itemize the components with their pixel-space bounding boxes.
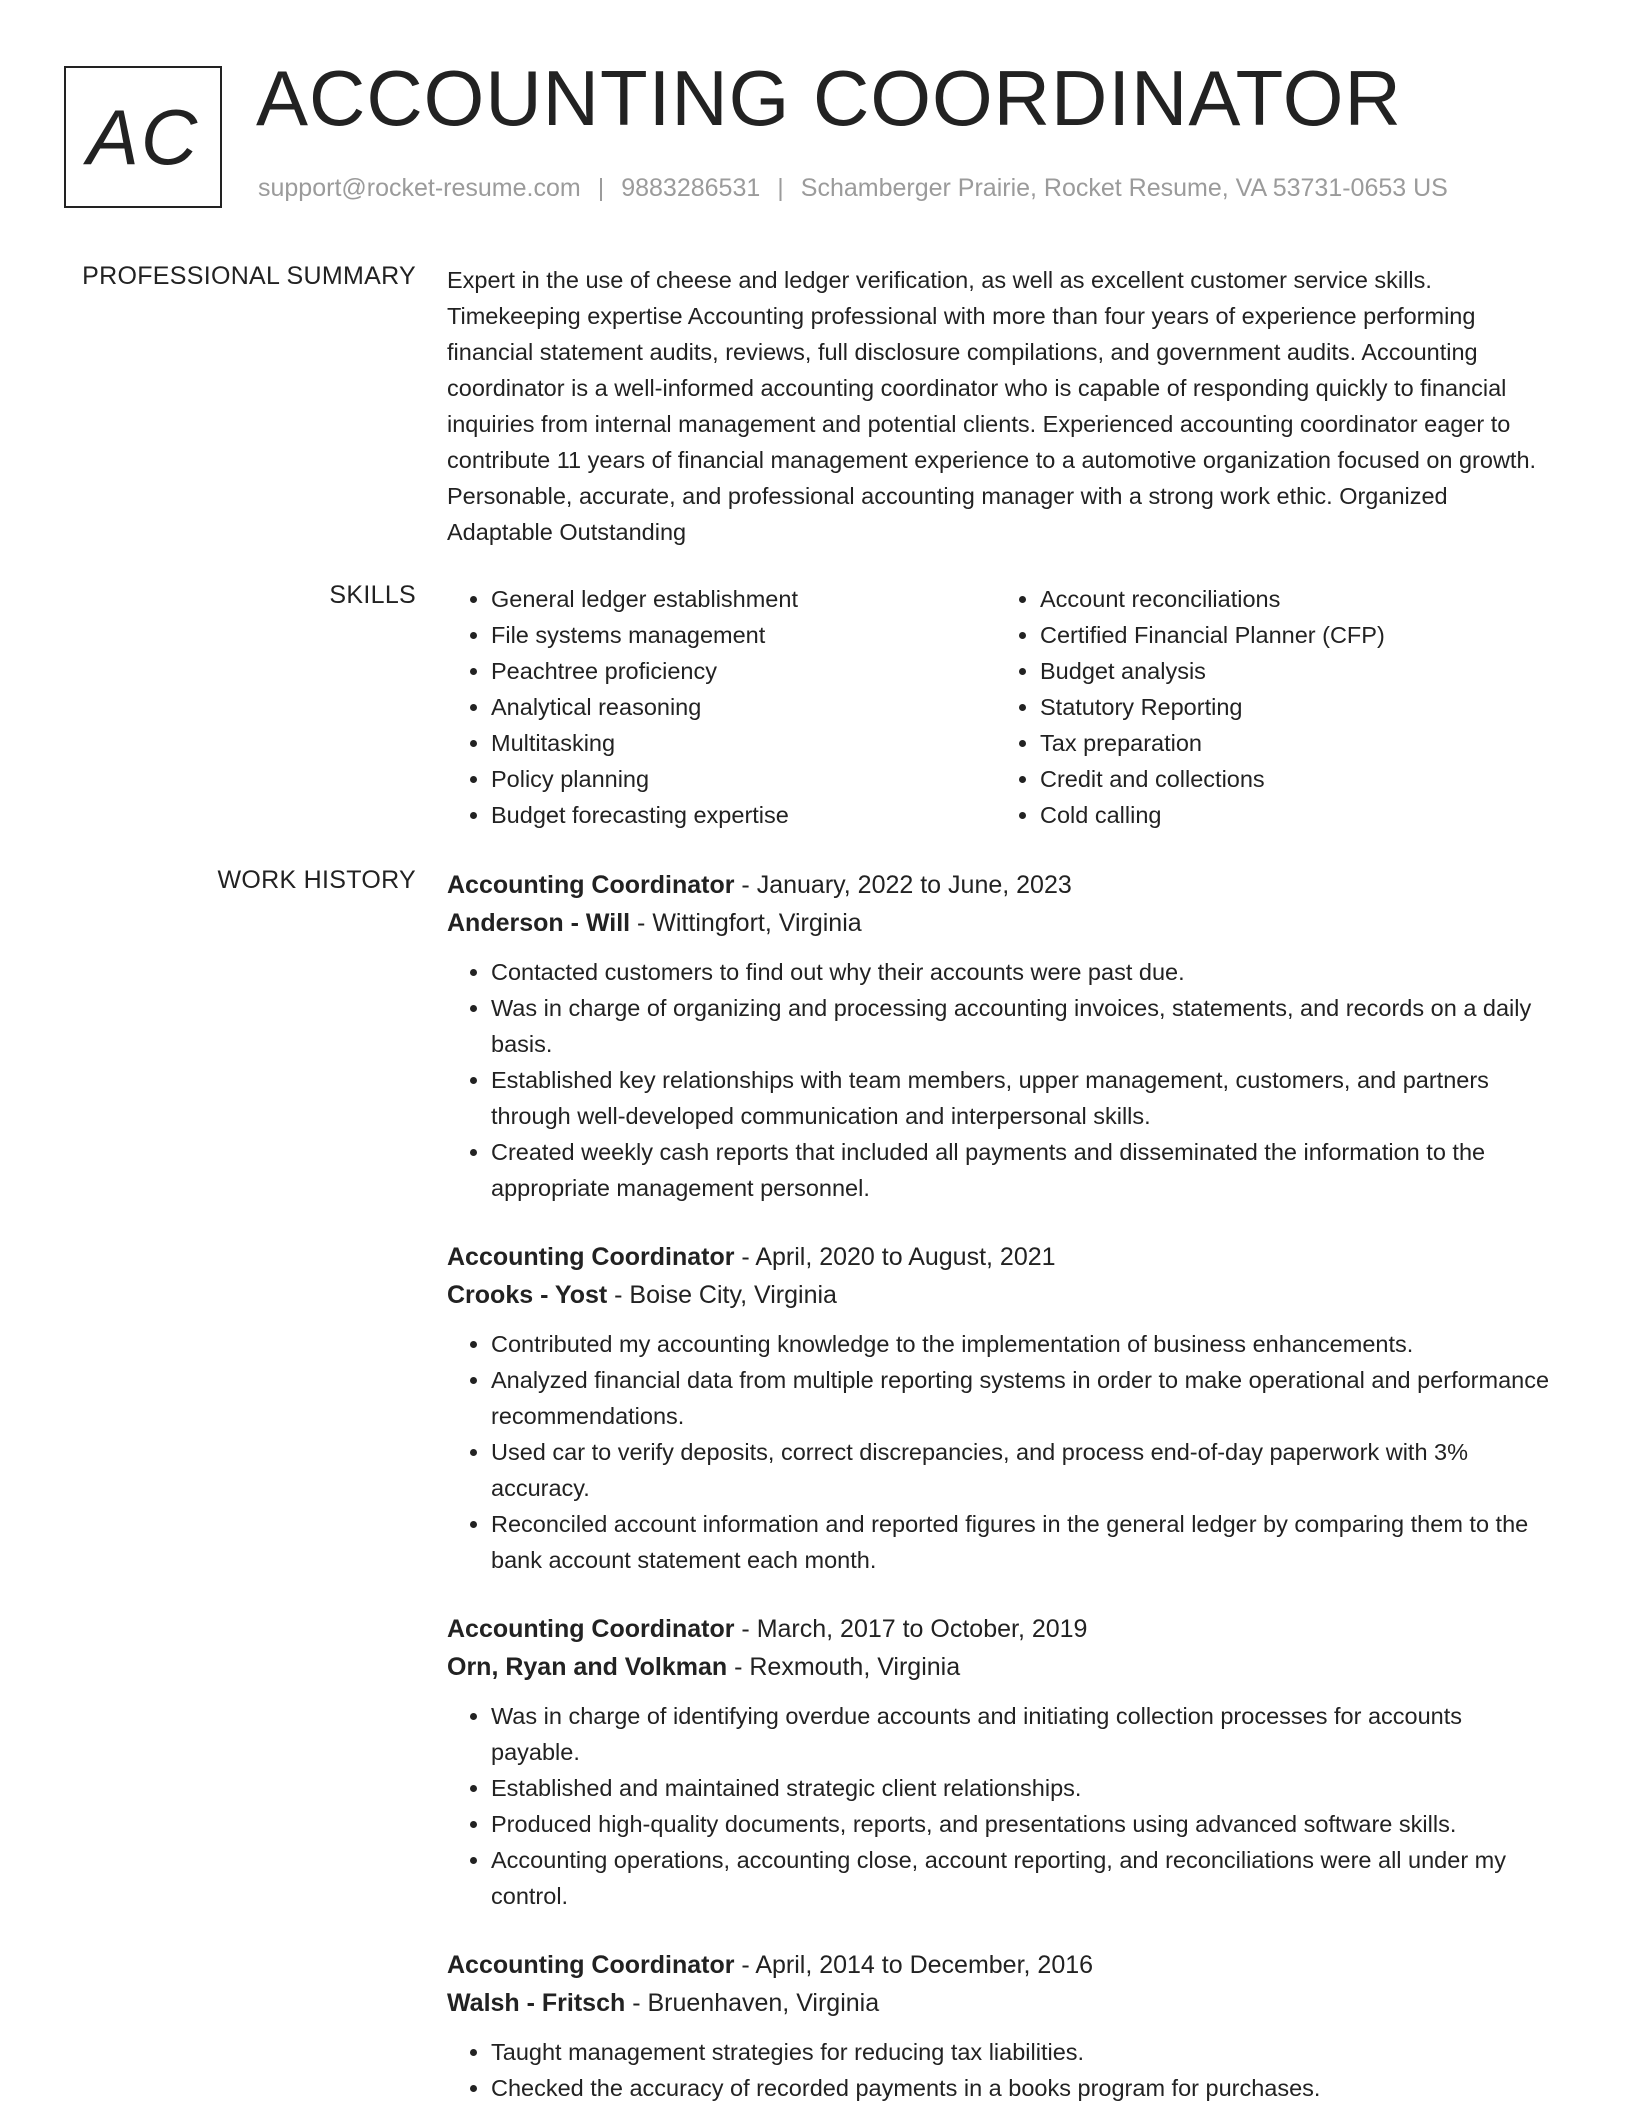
- contact-email[interactable]: support@rocket-resume.com: [258, 174, 581, 202]
- skill-item: • Statutory Reporting: [1040, 689, 1545, 725]
- job-bullet: • Established and maintained strategic client relationships.: [491, 1770, 1557, 1806]
- monogram-initials: AC: [86, 92, 200, 181]
- work-history-body: [447, 866, 1557, 2112]
- job-entry: [447, 1238, 1557, 1578]
- job-company: Anderson - Will: [447, 909, 631, 937]
- job-bullet: • Produced high-quality documents, reports, and presentations using advanced software skills.: [491, 1806, 1557, 1842]
- job-role-line: [447, 1946, 1557, 1984]
- job-bullets: [447, 2034, 1557, 2106]
- skill-item: • General ledger establishment: [491, 581, 996, 617]
- skill-item: • Account reconciliations: [1040, 581, 1545, 617]
- job-company: Walsh - Fritsch: [447, 1989, 626, 2017]
- job-company-line: [447, 904, 1557, 942]
- skill-item: • Credit and collections: [1040, 761, 1545, 797]
- job-bullet: • Accounting operations, accounting close, account reporting, and reconciliations were all under my control.: [491, 1842, 1557, 1914]
- job-location: - Wittingfort, Virginia: [630, 909, 862, 937]
- skill-item: • Policy planning: [491, 761, 996, 797]
- skill-item: • Tax preparation: [1040, 725, 1545, 761]
- section-title-work-history: WORK HISTORY: [217, 866, 416, 894]
- section-title-summary: PROFESSIONAL SUMMARY: [82, 262, 416, 290]
- monogram-box: [64, 66, 222, 208]
- skill-item: • File systems management: [491, 617, 996, 653]
- skill-item: • Cold calling: [1040, 797, 1545, 833]
- job-bullet: • Was in charge of organizing and processing accounting invoices, statements, and records on a daily basis.: [491, 990, 1557, 1062]
- skills-list-left: [447, 581, 996, 833]
- job-entry: [447, 1946, 1557, 2106]
- summary-text: Expert in the use of cheese and ledger verification, as well as excellent customer service skills. Timekeeping expertise Accounting professional with more than four years of experience performing financial statement audits, reviews, full disclosure compilations, and government audits. Accounting coordinator is a well-informed accounting coordinator who is capable of responding quickly to financial inquiries from internal management and potential clients. Experienced accounting coordinator eager to contribute 11 years of financial management experience to a automotive organization focused on growth. Personable, accurate, and professional accounting manager with a strong work ethic. Organized Adaptable Outstanding: [447, 267, 1537, 545]
- job-bullet: • Reconciled account information and reported figures in the general ledger by comparing them to the bank account statement each month.: [491, 1506, 1557, 1578]
- job-company: Crooks - Yost: [447, 1281, 608, 1309]
- job-location: - Boise City, Virginia: [607, 1281, 837, 1309]
- job-company-line: [447, 1276, 1557, 1314]
- job-role-line: [447, 1238, 1557, 1276]
- job-company-line: [447, 1984, 1557, 2022]
- contact-phone[interactable]: 9883286531: [621, 174, 761, 202]
- section-title-skills: SKILLS: [329, 581, 416, 609]
- job-company: Orn, Ryan and Volkman: [447, 1653, 728, 1681]
- skill-item: • Multitasking: [491, 725, 996, 761]
- job-bullet: • Established key relationships with team members, upper management, customers, and partners through well-developed communication and interpersonal skills.: [491, 1062, 1557, 1134]
- contact-line: [258, 174, 1448, 203]
- resume-title: ACCOUNTING COORDINATOR: [256, 54, 1402, 142]
- job-entry: [447, 1610, 1557, 1914]
- job-bullet: • Checked the accuracy of recorded payments in a books program for purchases.: [491, 2070, 1557, 2106]
- job-bullet: • Contacted customers to find out why their accounts were past due.: [491, 954, 1557, 990]
- job-role: Accounting Coordinator: [447, 1951, 735, 1979]
- job-entry: [447, 866, 1557, 1206]
- job-company-line: [447, 1648, 1557, 1686]
- contact-separator: |: [597, 174, 605, 202]
- job-dates: - April, 2020 to August, 2021: [734, 1243, 1056, 1271]
- job-bullets: [447, 954, 1557, 1206]
- job-role: Accounting Coordinator: [447, 871, 735, 899]
- contact-separator: |: [777, 174, 784, 202]
- summary-body: [447, 262, 1557, 550]
- skill-item: • Certified Financial Planner (CFP): [1040, 617, 1545, 653]
- job-role-line: [447, 1610, 1557, 1648]
- job-role-line: [447, 866, 1557, 904]
- job-bullets: [447, 1698, 1557, 1914]
- job-location: - Rexmouth, Virginia: [727, 1653, 961, 1681]
- job-bullet: • Used car to verify deposits, correct discrepancies, and process end-of-day paperwork with 3% accuracy.: [491, 1434, 1557, 1506]
- skill-item: • Budget forecasting expertise: [491, 797, 996, 833]
- skills-body: [447, 581, 1557, 833]
- job-dates: - January, 2022 to June, 2023: [734, 871, 1072, 899]
- contact-address: Schamberger Prairie, Rocket Resume, VA 53731-0653 US: [800, 174, 1448, 202]
- job-bullet: • Analyzed financial data from multiple reporting systems in order to make operational and performance recommendations.: [491, 1362, 1557, 1434]
- job-role: Accounting Coordinator: [447, 1243, 735, 1271]
- job-bullet: • Created weekly cash reports that included all payments and disseminated the information to the appropriate management personnel.: [491, 1134, 1557, 1206]
- job-dates: - March, 2017 to October, 2019: [734, 1615, 1088, 1643]
- skill-item: • Budget analysis: [1040, 653, 1545, 689]
- skill-item: • Analytical reasoning: [491, 689, 996, 725]
- job-location: - Bruenhaven, Virginia: [625, 1989, 880, 2017]
- job-bullet: • Taught management strategies for reducing tax liabilities.: [491, 2034, 1557, 2070]
- job-bullet: • Contributed my accounting knowledge to the implementation of business enhancements.: [491, 1326, 1557, 1362]
- skill-item: • Peachtree proficiency: [491, 653, 996, 689]
- job-bullet: • Was in charge of identifying overdue accounts and initiating collection processes for accounts payable.: [491, 1698, 1557, 1770]
- job-bullets: [447, 1326, 1557, 1578]
- job-role: Accounting Coordinator: [447, 1615, 735, 1643]
- job-dates: - April, 2014 to December, 2016: [734, 1951, 1094, 1979]
- skills-list-right: [996, 581, 1545, 833]
